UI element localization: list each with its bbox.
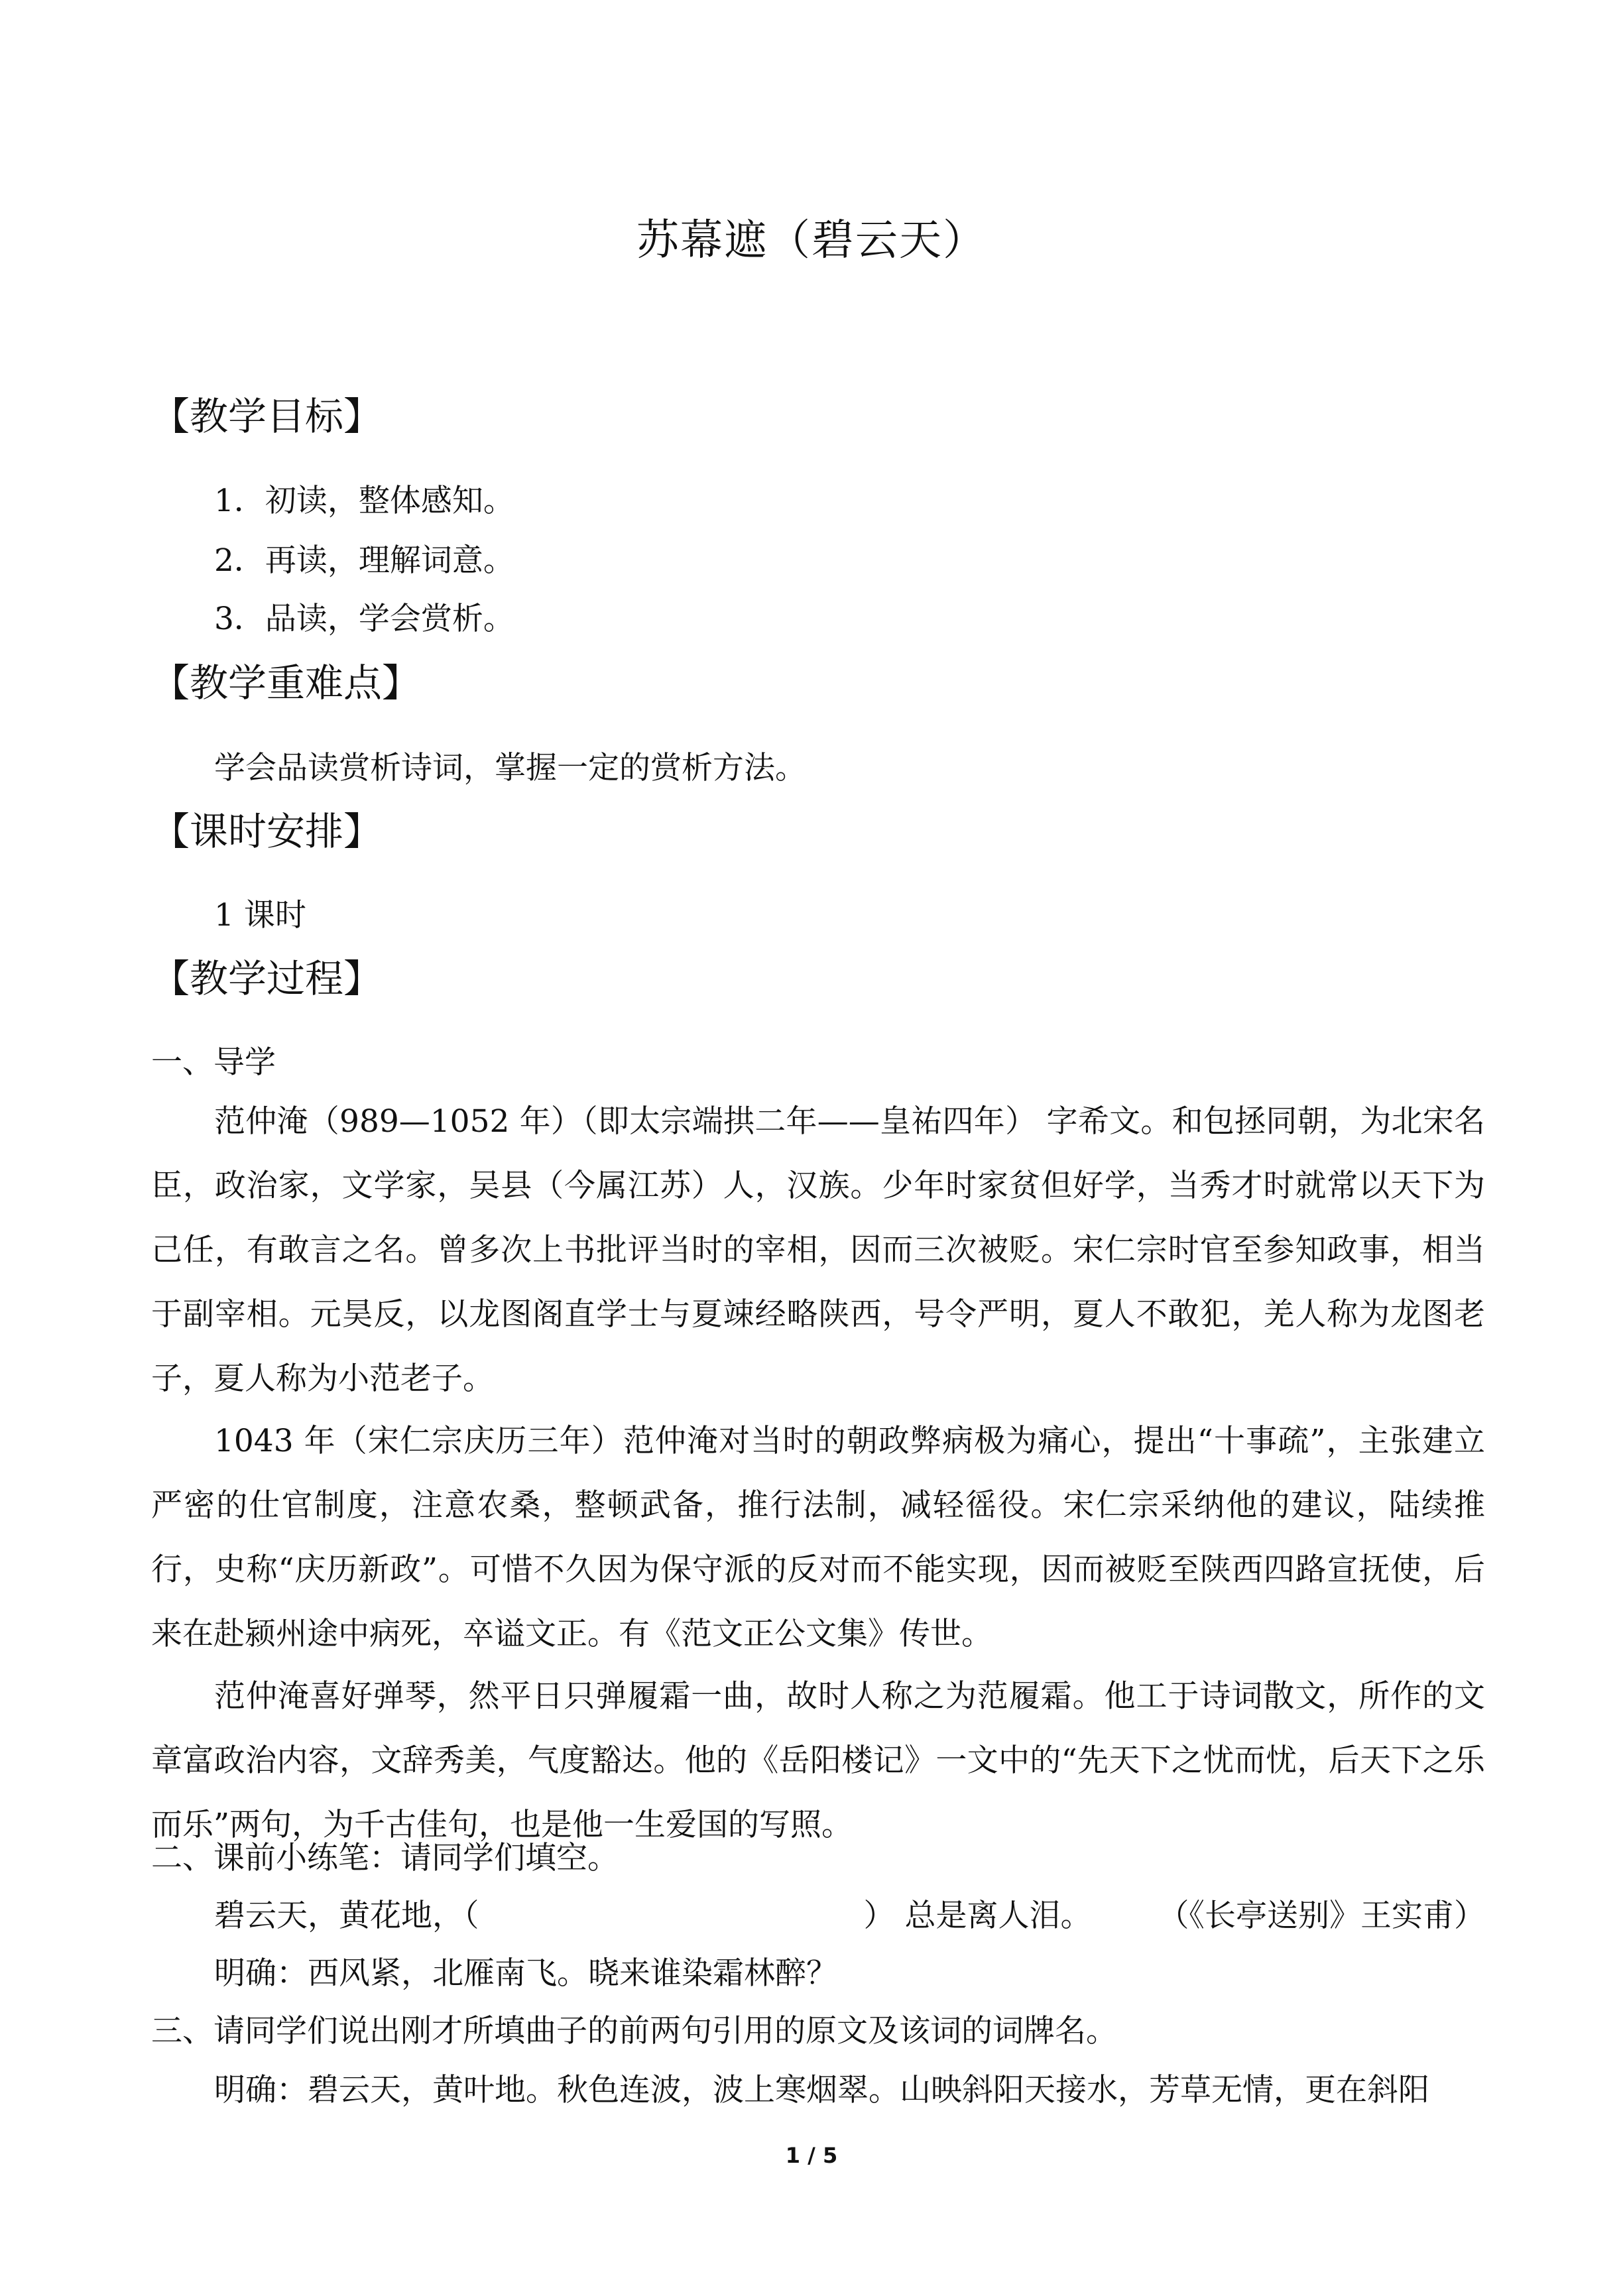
heading-schedule: 【课时安排】 bbox=[151, 809, 383, 854]
goal-item: 2．再读，理解词意。 bbox=[214, 542, 514, 579]
goal-item: 1．初读，整体感知。 bbox=[214, 483, 514, 519]
section-one-title: 一、导学 bbox=[151, 1044, 276, 1081]
section-three-title: 三、请同学们说出刚才所填曲子的前两句引用的原文及该词的词牌名。 bbox=[151, 2013, 1117, 2049]
answer-two: 明确：西风紧，北雁南飞。晓来谁染霜林醉？ bbox=[214, 1955, 837, 1992]
paragraph-biography: 范仲淹（989—1052 年）（即太宗端拱二年——皇祐四年） 字希文。和包拯同朝，为北宋名臣，政治家，文学家，吴县（今属江苏）人，汉族。少年时家贫但好学，当秀才时就常以天下为己任，有敢言之名。曾多次上书批评当时的宰相，因而三次被贬。宋仁宗时官至参知政事，相当于副宰相。元昊反，以龙图阁直学士与夏竦经略陕西，号令严明，夏人不敢犯，羌人称为龙图老子，夏人称为小范老子。 bbox=[151, 1103, 1485, 1397]
heading-teaching-goals: 【教学目标】 bbox=[151, 394, 383, 439]
fill-blank-right: ） 总是离人泪。 bbox=[863, 1898, 1092, 1934]
fill-blank-left: 碧云天，黄花地，（ bbox=[214, 1898, 479, 1934]
heading-teaching-process: 【教学过程】 bbox=[151, 956, 383, 1001]
fill-in-blank-row bbox=[214, 1895, 1485, 1937]
paragraph-legacy: 范仲淹喜好弹琴，然平日只弹履霜一曲，故时人称之为范履霜。他工于诗词散文，所作的文章富政治内容，文辞秀美，气度豁达。他的《岳阳楼记》一文中的“先天下之忧而忧，后天下之乐而乐”两句，为千古佳句，也是他一生爱国的写照。 bbox=[151, 1678, 1485, 1843]
schedule-text: 1 课时 bbox=[214, 897, 306, 934]
key-points-text: 学会品读赏析诗词，掌握一定的赏析方法。 bbox=[214, 750, 806, 786]
fill-blank-source: （《长亭送别》王实甫） bbox=[1158, 1898, 1485, 1934]
heading-key-points: 【教学重难点】 bbox=[151, 660, 421, 705]
document-title: 苏幕遮（碧云天） bbox=[636, 216, 987, 265]
answer-three: 明确：碧云天，黄叶地。秋色连波，波上寒烟翠。山映斜阳天接水，芳草无情，更在斜阳 bbox=[214, 2072, 1429, 2108]
page-number: 1 / 5 bbox=[785, 2143, 838, 2168]
section-two-title: 二、课前小练笔：请同学们填空。 bbox=[151, 1840, 619, 1876]
goal-item: 3．品读，学会赏析。 bbox=[214, 601, 514, 637]
paragraph-reform: 1043 年（宋仁宗庆历三年）范仲淹对当时的朝政弊病极为痛心，提出“十事疏”，主张建立严密的仕官制度，注意农桑，整顿武备，推行法制，减轻徭役。宋仁宗采纳他的建议，陆续推行，史称“庆历新政”。可惜不久因为保守派的反对而不能实现，因而被贬至陕西四路宣抚使，后来在赴颍州途中病死，卒谥文正。有《范文正公文集》传世。 bbox=[151, 1423, 1485, 1652]
